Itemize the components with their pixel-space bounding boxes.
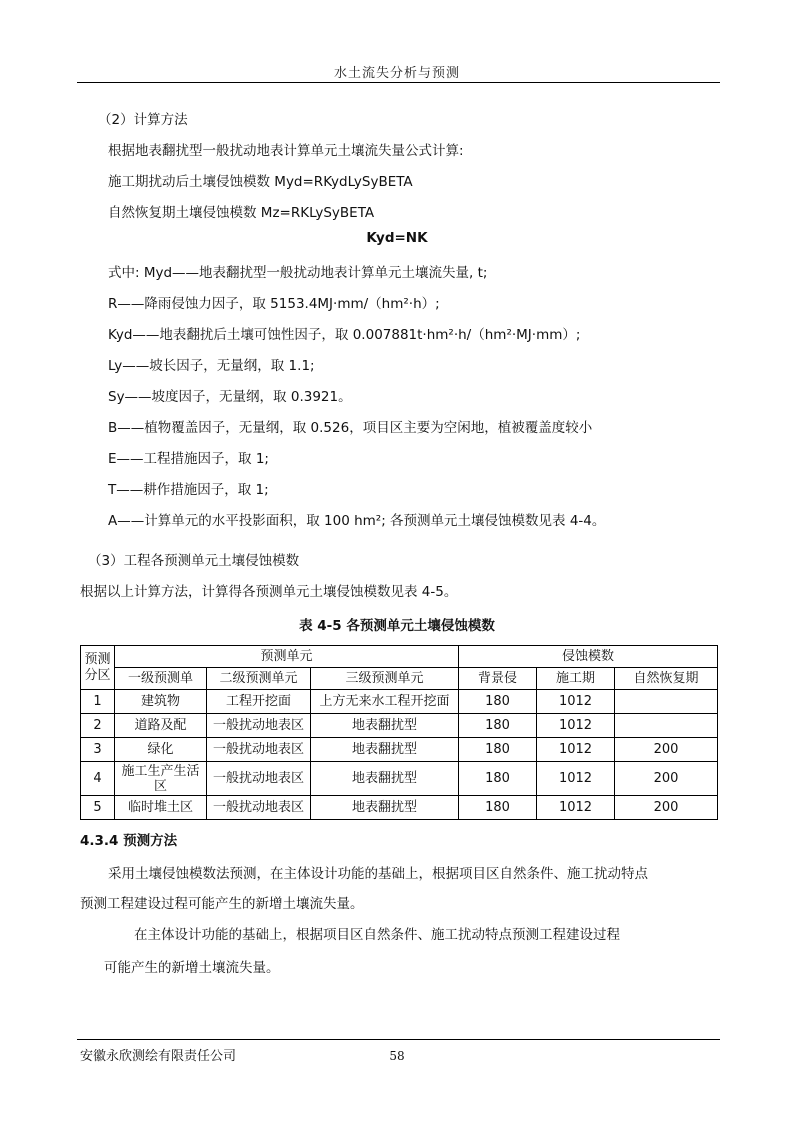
method-paragraph-line: 可能产生的新增土壤流失量。: [104, 960, 280, 976]
definition-line: A——计算单元的水平投影面积，取 100 hm²; 各预测单元土壤侵蚀模数见表 4-4。: [108, 513, 606, 529]
cell-level2: 一般扰动地表区: [207, 738, 311, 762]
cell-background: 180: [459, 762, 537, 796]
cell-construction: 1012: [537, 714, 615, 738]
kyd-formula: Kyd=NK: [366, 230, 428, 246]
header-recovery: 自然恢复期: [615, 668, 718, 690]
cell-no: 1: [81, 690, 115, 714]
cell-recovery: 200: [615, 762, 718, 796]
cell-level1: 临时堆土区: [115, 796, 207, 820]
definition-line: T——耕作措施因子，取 1;: [108, 482, 269, 498]
calc-intro-line: 根据地表翻扰型一般扰动地表计算单元土壤流失量公式计算:: [108, 143, 464, 159]
table-row: [81, 738, 718, 762]
cell-level3: 地表翻扰型: [311, 738, 459, 762]
cell-no: 4: [81, 762, 115, 796]
cell-level3: 地表翻扰型: [311, 796, 459, 820]
calc-method-heading: （2）计算方法: [98, 112, 188, 128]
cell-no: 5: [81, 796, 115, 820]
cell-background: 180: [459, 714, 537, 738]
table-caption: 表 4-5 各预测单元土壤侵蚀模数: [299, 618, 495, 634]
cell-level2: 一般扰动地表区: [207, 714, 311, 738]
method-paragraph-line: 预测工程建设过程可能产生的新增土壤流失量。: [80, 896, 364, 912]
method-paragraph-line: 采用土壤侵蚀模数法预测，在主体设计功能的基础上，根据项目区自然条件、施工扰动特点: [108, 866, 648, 882]
table-row: [81, 714, 718, 738]
cell-level2: 一般扰动地表区: [207, 762, 311, 796]
cell-level1: 绿化: [115, 738, 207, 762]
cell-recovery: 200: [615, 796, 718, 820]
cell-construction: 1012: [537, 738, 615, 762]
table-row: [81, 690, 718, 714]
definition-line: Kyd——地表翻扰后土壤可蚀性因子，取 0.007881t·hm²·h/（hm²·MJ·mm）;: [108, 327, 581, 343]
definition-line: Ly——坡长因子，无量纲，取 1.1;: [108, 358, 315, 374]
header-level1: 一级预测单: [115, 668, 207, 690]
cell-level3: 地表翻扰型: [311, 762, 459, 796]
header-rule: [77, 82, 720, 83]
table-row: [81, 796, 718, 820]
construction-formula-line: 施工期扰动后土壤侵蚀模数 Myd=RKydLySyBETA: [108, 174, 413, 190]
table-row: [81, 762, 718, 796]
modulus-heading: （3）工程各预测单元土壤侵蚀模数: [88, 553, 300, 569]
cell-background: 180: [459, 690, 537, 714]
cell-recovery: [615, 714, 718, 738]
header-units: 预测单元: [115, 646, 459, 668]
method-paragraph-line: 在主体设计功能的基础上，根据项目区自然条件、施工扰动特点预测工程建设过程: [134, 927, 620, 943]
cell-level1: 道路及配: [115, 714, 207, 738]
erosion-modulus-table: [80, 645, 718, 820]
modulus-text: 根据以上计算方法，计算得各预测单元土壤侵蚀模数见表 4-5。: [80, 584, 458, 600]
cell-background: 180: [459, 738, 537, 762]
header-modulus: 侵蚀模数: [459, 646, 718, 668]
cell-construction: 1012: [537, 762, 615, 796]
cell-recovery: [615, 690, 718, 714]
running-header: 水土流失分析与预测: [333, 66, 460, 81]
definition-line: B——植物覆盖因子，无量纲，取 0.526，项目区主要为空闲地，植被覆盖度较小: [108, 420, 593, 436]
cell-no: 3: [81, 738, 115, 762]
cell-no: 2: [81, 714, 115, 738]
definition-line: Sy——坡度因子，无量纲，取 0.3921。: [108, 389, 352, 405]
recovery-formula-line: 自然恢复期土壤侵蚀模数 Mz=RKLySyBETA: [108, 205, 375, 221]
header-level2: 二级预测单元: [207, 668, 311, 690]
cell-level2: 一般扰动地表区: [207, 796, 311, 820]
cell-level2: 工程开挖面: [207, 690, 311, 714]
cell-level1: 建筑物: [115, 690, 207, 714]
cell-recovery: 200: [615, 738, 718, 762]
cell-construction: 1012: [537, 796, 615, 820]
footer-company: 安徽永欣测绘有限责任公司: [80, 1049, 237, 1064]
prediction-method-heading: 4.3.4 预测方法: [80, 833, 178, 849]
page-number: 58: [389, 1049, 405, 1063]
header-level3: 三级预测单元: [311, 668, 459, 690]
header-background: 背景侵: [459, 668, 537, 690]
header-construction: 施工期: [537, 668, 615, 690]
definition-line: 式中: Myd——地表翻扰型一般扰动地表计算单元土壤流失量, t;: [108, 265, 488, 281]
definition-line: R——降雨侵蚀力因子，取 5153.4MJ·mm/（hm²·h）;: [108, 296, 440, 312]
cell-level3: 上方无来水工程开挖面: [311, 690, 459, 714]
cell-level3: 地表翻扰型: [311, 714, 459, 738]
footer-rule: [77, 1039, 720, 1040]
header-zone: 预测分区: [81, 646, 115, 690]
cell-level1: 施工生产生活区: [115, 762, 207, 796]
cell-background: 180: [459, 796, 537, 820]
definition-line: E——工程措施因子，取 1;: [108, 451, 269, 467]
cell-construction: 1012: [537, 690, 615, 714]
